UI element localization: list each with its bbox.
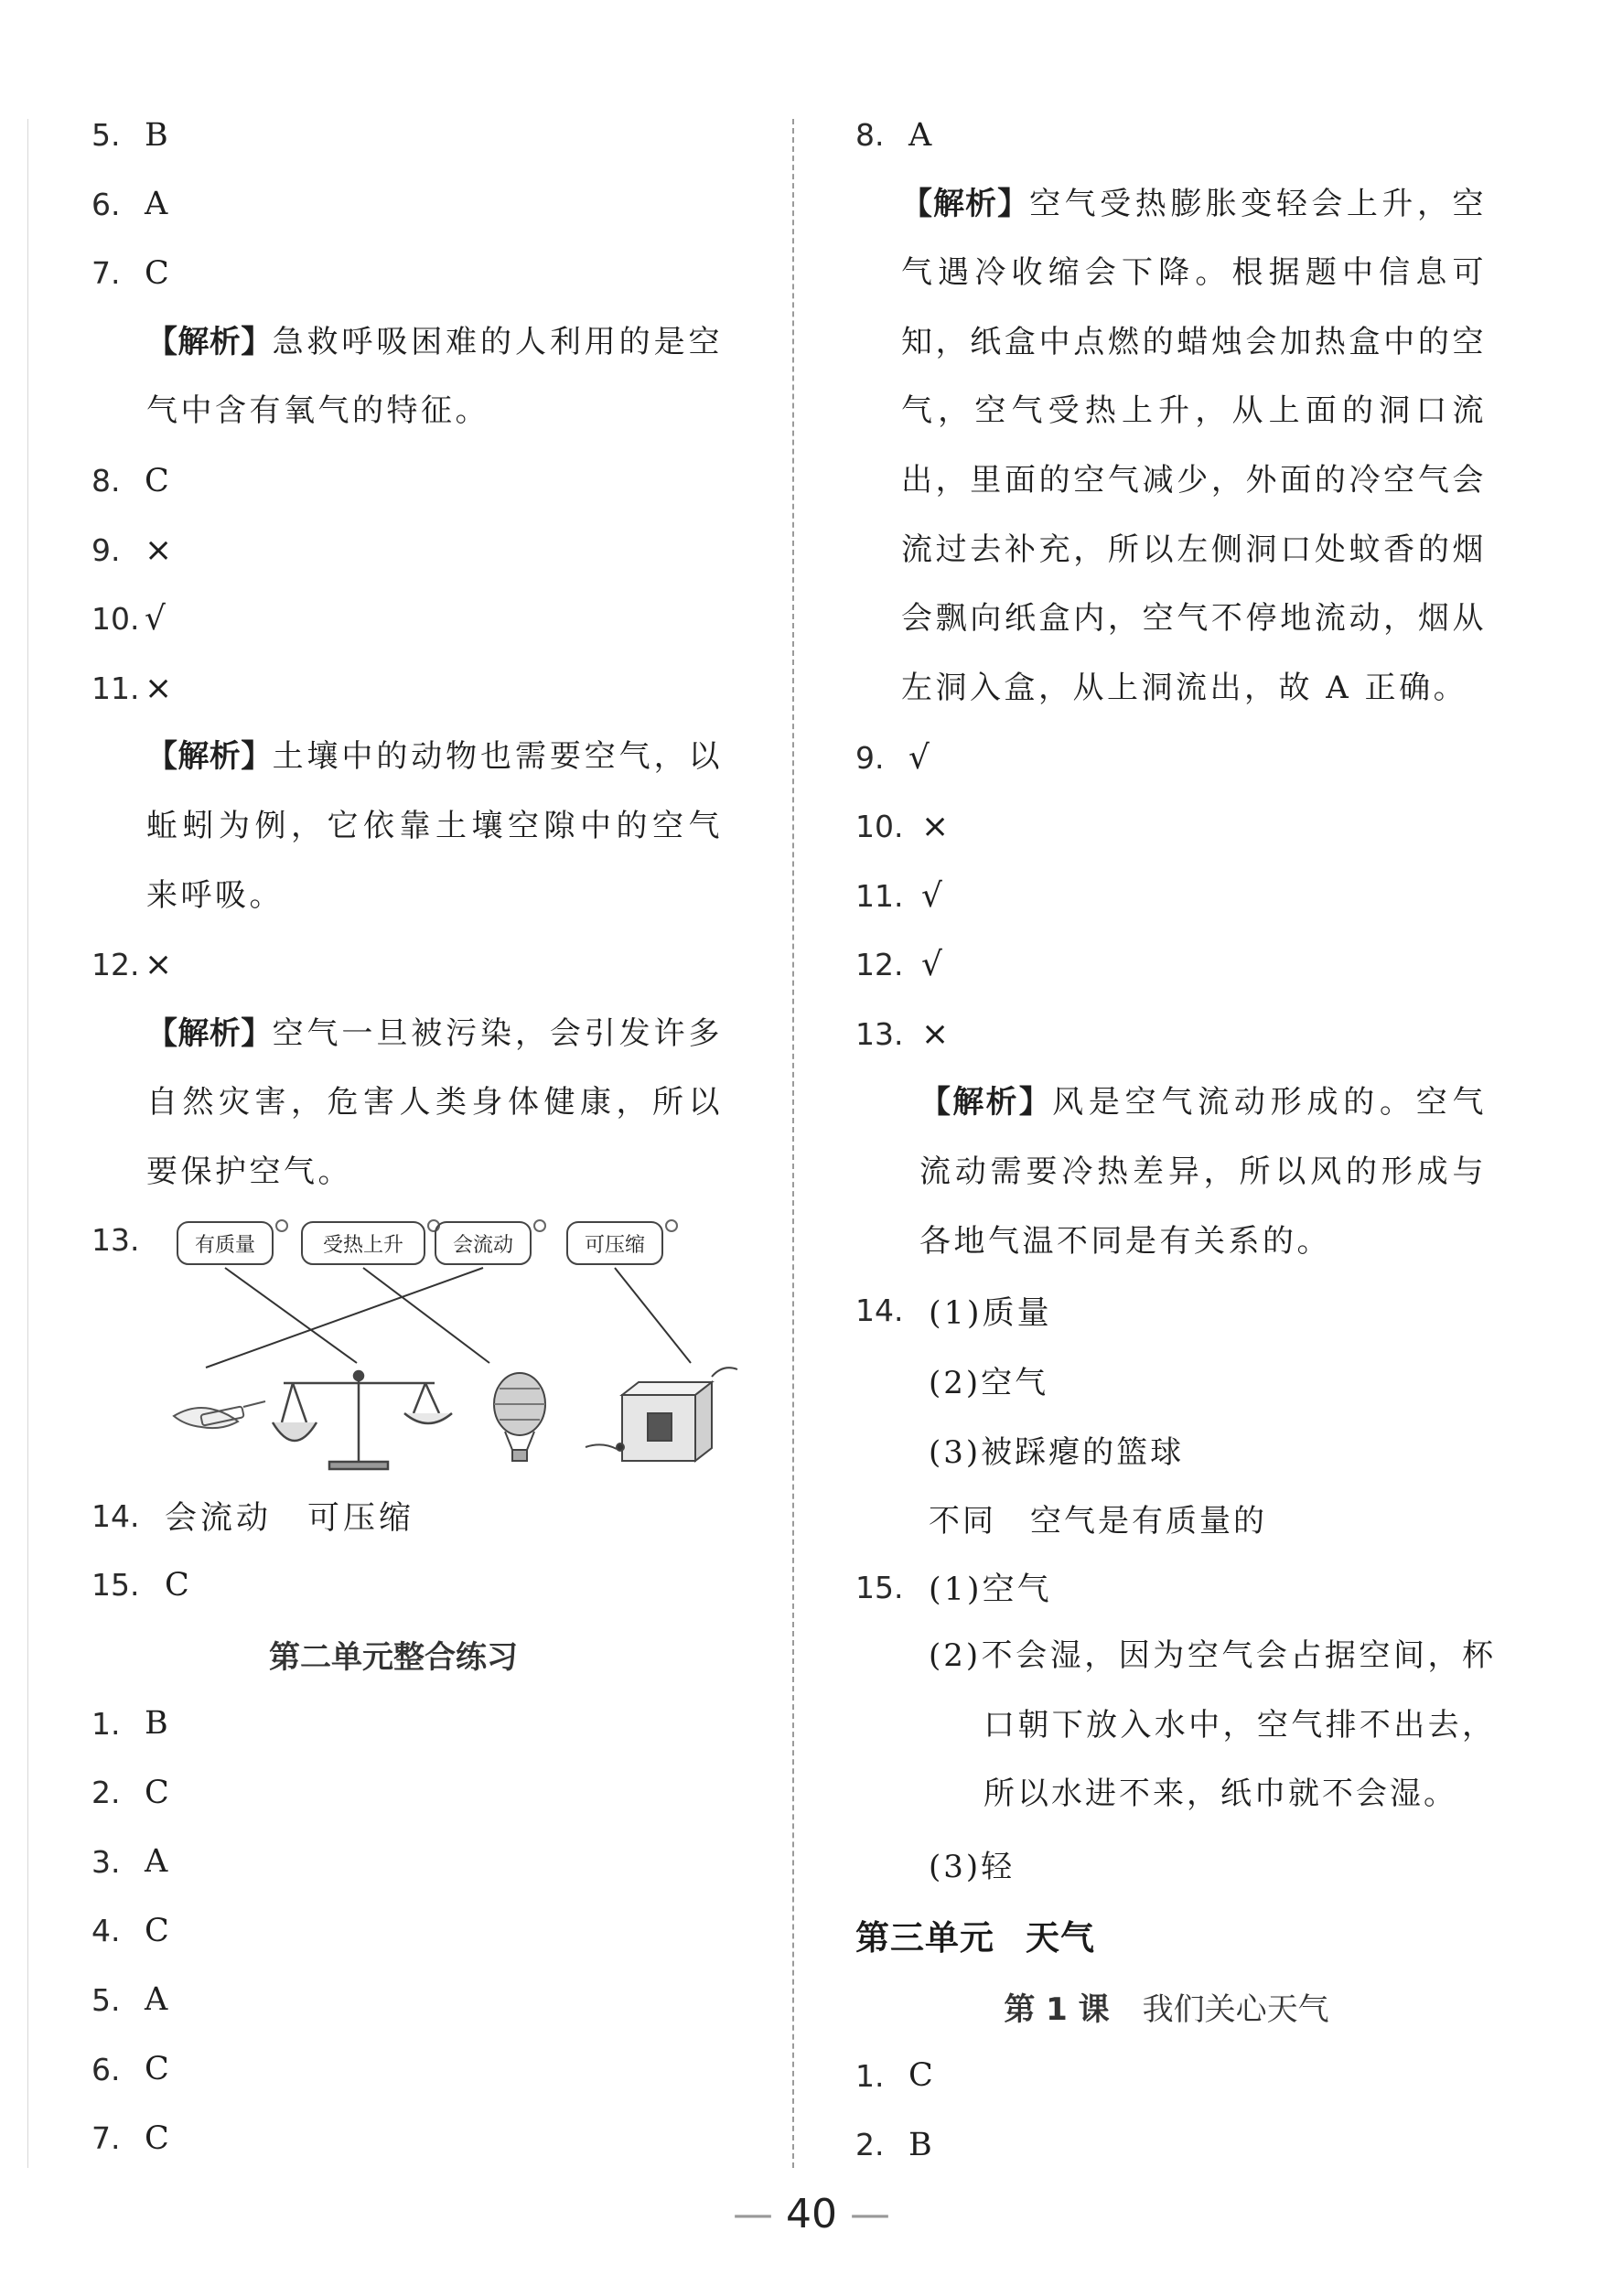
answer-item bbox=[91, 930, 750, 1000]
analysis-text: 土壤中的动物也需要空气，以蚯蚓为例，它依靠土壤空隙中的空气来呼吸。 bbox=[146, 738, 723, 914]
analysis-block bbox=[919, 1068, 1487, 1276]
paper-box-icon bbox=[586, 1368, 737, 1461]
answer-item bbox=[855, 2041, 1514, 2110]
item-answer: × bbox=[145, 946, 174, 984]
analysis-text: 风是空气流动形成的。空气流动需要冷热差异，所以风的形成与各地气温不同是有关系的。 bbox=[919, 1084, 1488, 1260]
answer-subpart: 不同 空气是有质量的 bbox=[929, 1503, 1267, 1540]
answer-item bbox=[855, 101, 1514, 170]
answer-item bbox=[91, 1482, 750, 1551]
right-column bbox=[855, 101, 1514, 2180]
item-number: 5. bbox=[91, 117, 121, 154]
item-answer: C bbox=[145, 2119, 170, 2157]
answer-item bbox=[91, 1827, 750, 1896]
item-number: 15. bbox=[91, 1567, 140, 1604]
answer-item bbox=[855, 1276, 1514, 1346]
analysis-tag: 【解析】 bbox=[146, 1014, 273, 1052]
lesson-title bbox=[855, 1971, 1478, 2041]
item-number: 10. bbox=[91, 601, 140, 638]
analysis-block bbox=[901, 170, 1487, 724]
left-column bbox=[91, 101, 750, 2173]
item-number: 2. bbox=[91, 1775, 121, 1811]
analysis-block bbox=[146, 723, 723, 930]
item-answer: C bbox=[145, 462, 170, 499]
item-answer: B bbox=[145, 116, 169, 154]
footer-dash: — bbox=[733, 2191, 773, 2237]
item-number: 13. bbox=[855, 1016, 904, 1053]
item-number: 12. bbox=[91, 947, 140, 983]
answer-subpart: (2)空气 bbox=[929, 1364, 1049, 1401]
label-tag bbox=[177, 1220, 287, 1264]
item-answer: C bbox=[145, 1774, 170, 1811]
label-rises-when-heated: 受热上升 bbox=[322, 1233, 404, 1257]
matching-diagram-svg bbox=[165, 1207, 750, 1482]
item-answer: √ bbox=[921, 876, 943, 915]
item-number: 1. bbox=[91, 1705, 121, 1742]
answer-item bbox=[91, 585, 750, 654]
analysis-tag: 【解析】 bbox=[919, 1084, 1053, 1121]
page-number: 40 bbox=[786, 2191, 837, 2237]
unit-number: 第三单元 bbox=[855, 1918, 994, 1958]
item-number: 1. bbox=[855, 2057, 885, 2094]
label-tag bbox=[302, 1220, 439, 1264]
item-answer: B bbox=[145, 1705, 169, 1743]
item-number: 6. bbox=[91, 186, 121, 222]
answer-item bbox=[855, 2110, 1514, 2180]
answer-item bbox=[855, 792, 1514, 862]
item-number: 11. bbox=[91, 671, 140, 707]
item-answer: C bbox=[908, 2057, 934, 2095]
matching-diagram bbox=[91, 1207, 750, 1482]
label-tag bbox=[567, 1220, 677, 1264]
hot-air-balloon-icon bbox=[494, 1373, 545, 1461]
syringe-icon bbox=[174, 1401, 265, 1428]
analysis-text: 空气受热膨胀变轻会上升，空气遇冷收缩会下降。根据题中信息可知，纸盒中点燃的蜡烛会加热盒中的空气，空气受热上升，从上面的洞口流出，里面的空气减少，外面的冷空气会流过去补充，所以左侧洞口处蚊香的烟会飘向纸盒内，空气不停地流动，烟从左洞入盒，从上洞流出，故 A 正确。 bbox=[901, 185, 1487, 706]
item-number: 12. bbox=[855, 947, 904, 983]
answer-subpart: (3)被踩瘪的篮球 bbox=[929, 1433, 1185, 1471]
label-compressible: 可压缩 bbox=[584, 1233, 646, 1257]
analysis-tag: 【解析】 bbox=[901, 185, 1030, 222]
matching-lines bbox=[206, 1268, 691, 1368]
item-number: 2. bbox=[855, 2127, 885, 2163]
item-answer: 会流动 可压缩 bbox=[165, 1500, 415, 1538]
item-answer: A bbox=[145, 1981, 169, 2019]
item-answer: B bbox=[908, 2126, 933, 2163]
answer-item bbox=[91, 1550, 750, 1620]
item-number: 9. bbox=[91, 531, 121, 568]
item-number: 8. bbox=[91, 463, 121, 499]
analysis-tag: 【解析】 bbox=[146, 323, 273, 360]
answer-item bbox=[91, 1896, 750, 1966]
item-number: 14. bbox=[855, 1293, 904, 1329]
page-number-footer bbox=[0, 2191, 1623, 2237]
item-number: 10. bbox=[855, 809, 904, 845]
item-answer: √ bbox=[145, 600, 167, 638]
unit-title bbox=[855, 1898, 1514, 1971]
column-divider bbox=[792, 119, 794, 2168]
answer-item bbox=[91, 170, 750, 240]
item-answer: × bbox=[921, 808, 951, 846]
section-title: 第二单元整合练习 bbox=[269, 1638, 518, 1676]
answer-item bbox=[91, 2034, 750, 2104]
answer-item bbox=[91, 1966, 750, 2035]
analysis-tag: 【解析】 bbox=[146, 738, 273, 776]
page-edge-line bbox=[27, 119, 28, 2168]
item-number: 9. bbox=[855, 739, 885, 776]
item-answer: C bbox=[145, 2051, 170, 2088]
item-number: 15. bbox=[855, 1569, 904, 1605]
item-number: 14. bbox=[91, 1497, 140, 1534]
item-answer: A bbox=[145, 1843, 169, 1881]
item-number: 6. bbox=[91, 2051, 121, 2087]
item-answer: × bbox=[145, 670, 174, 708]
item-number: 11. bbox=[855, 877, 904, 914]
item-number: 4. bbox=[91, 1913, 121, 1949]
analysis-block bbox=[146, 1000, 723, 1207]
item-answer: A bbox=[908, 116, 933, 154]
item-number: 8. bbox=[855, 117, 885, 154]
label-can-flow: 会流动 bbox=[452, 1233, 514, 1257]
answer-subpart-text: (2)不会湿，因为空气会占据空间，杯口朝下放入水中，空气排不出去，所以水进不来，纸巾就不会湿。 bbox=[929, 1637, 1496, 1813]
analysis-text: 空气一旦被污染，会引发许多自然灾害，危害人类身体健康，所以要保护空气。 bbox=[146, 1014, 723, 1190]
item-answer: (1)质量 bbox=[929, 1294, 1052, 1332]
answer-item bbox=[91, 516, 750, 585]
answer-item bbox=[855, 723, 1514, 792]
item-answer: C bbox=[165, 1566, 190, 1604]
answer-item bbox=[91, 2104, 750, 2173]
item-answer: √ bbox=[908, 738, 930, 777]
item-number: 13. bbox=[91, 1221, 140, 1258]
analysis-block bbox=[146, 308, 723, 446]
item-answer: C bbox=[145, 254, 170, 292]
item-number: 7. bbox=[91, 255, 121, 292]
answer-item bbox=[91, 446, 750, 516]
lesson-name: 我们关心天气 bbox=[1142, 1990, 1329, 2028]
answer-item bbox=[855, 1000, 1514, 1069]
answer-item bbox=[855, 862, 1514, 931]
answer-subpart bbox=[929, 1622, 1496, 1829]
answer-item bbox=[91, 101, 750, 170]
item-answer: × bbox=[921, 1015, 951, 1054]
item-answer: × bbox=[145, 531, 174, 569]
answer-item bbox=[91, 654, 750, 724]
item-answer: C bbox=[145, 1912, 170, 1949]
answer-item bbox=[91, 239, 750, 308]
answer-item bbox=[91, 1689, 750, 1758]
answer-item bbox=[855, 930, 1514, 1000]
footer-dash: — bbox=[850, 2191, 890, 2237]
item-answer: √ bbox=[921, 946, 943, 984]
item-answer: (1)空气 bbox=[929, 1572, 1052, 1609]
analysis-text: 急救呼吸困难的人利用的是空气中含有氧气的特征。 bbox=[146, 323, 723, 430]
lesson-number: 第 1 课 bbox=[1004, 1990, 1110, 2028]
balance-scale-icon bbox=[273, 1371, 452, 1469]
answer-item bbox=[855, 1552, 1514, 1622]
answer-subpart: (3)轻 bbox=[929, 1849, 1016, 1886]
label-has-mass: 有质量 bbox=[194, 1233, 256, 1257]
unit-name: 天气 bbox=[1026, 1918, 1095, 1958]
item-number: 3. bbox=[91, 1843, 121, 1880]
label-tag bbox=[435, 1220, 545, 1264]
item-number: 5. bbox=[91, 1981, 121, 2018]
item-answer: A bbox=[145, 186, 169, 223]
answer-item bbox=[91, 1758, 750, 1828]
item-number: 7. bbox=[91, 2120, 121, 2157]
